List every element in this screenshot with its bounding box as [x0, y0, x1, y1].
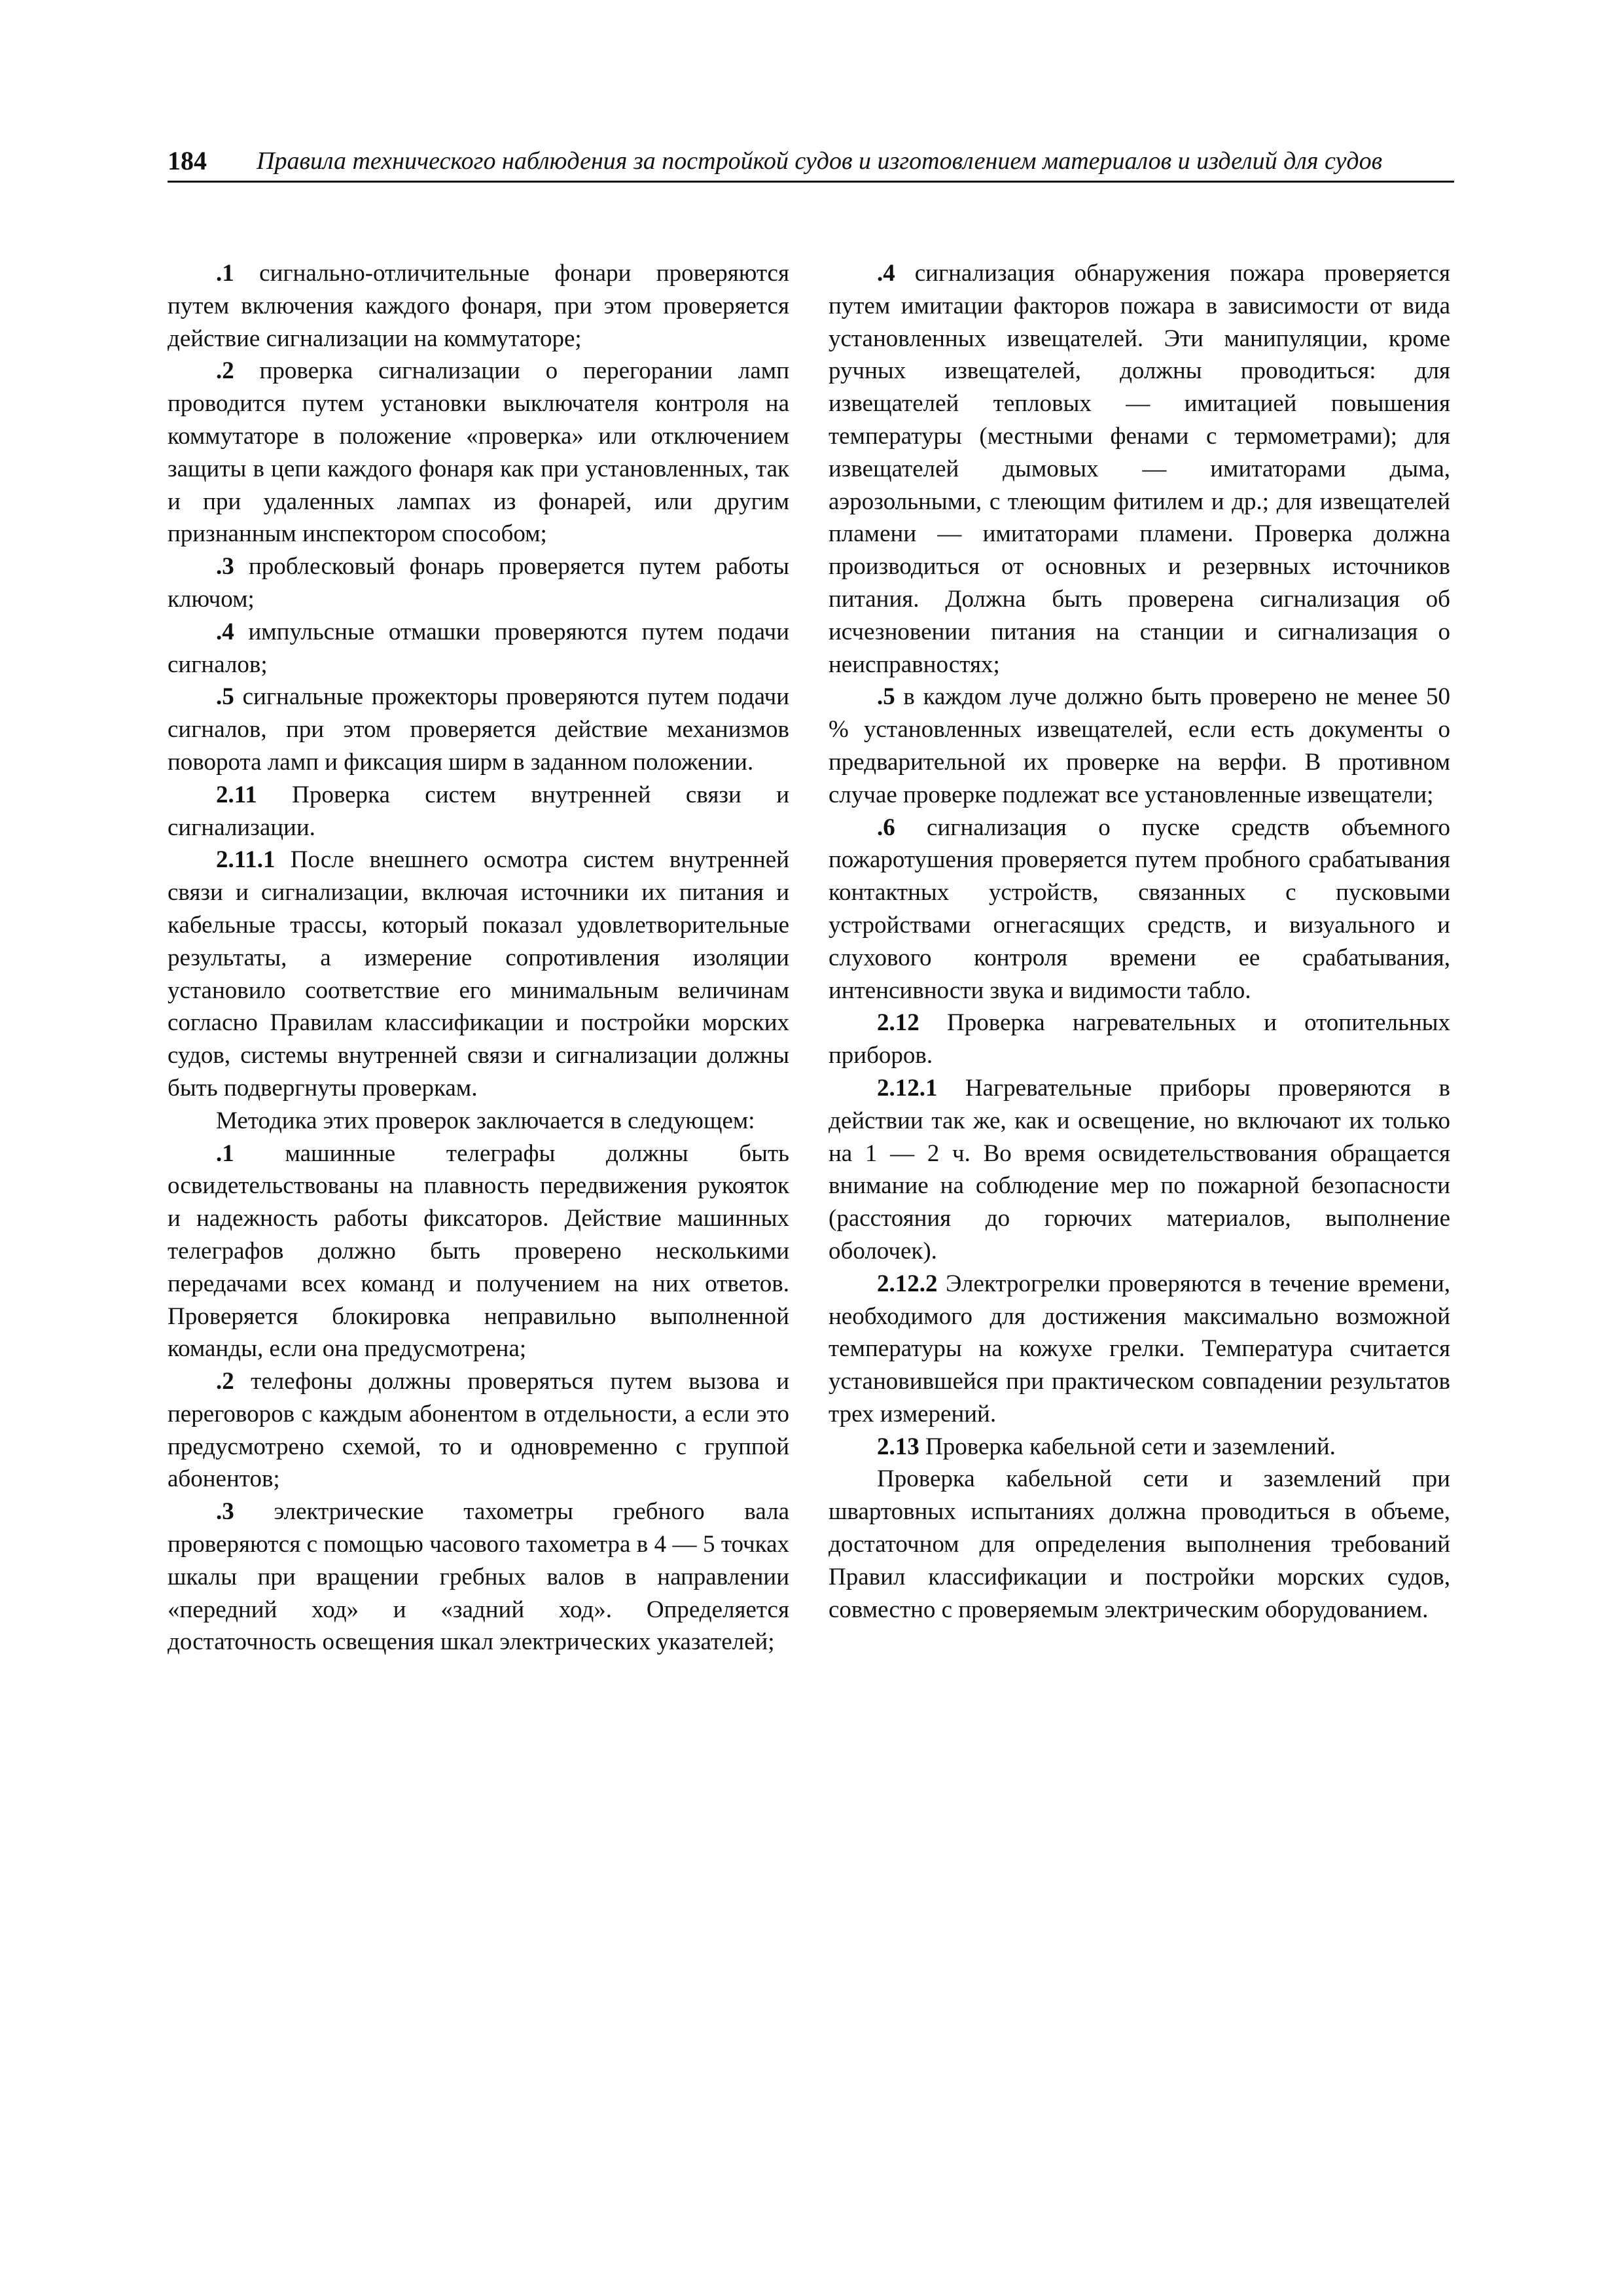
clause-number: .2 [216, 357, 234, 385]
paragraph [829, 1268, 1450, 1431]
paragraph-text: Проверка кабельной сети и заземлений. [919, 1433, 1336, 1460]
page-header [168, 143, 1454, 179]
paragraph-text: в каждом луче должно быть проверено не менее 50 % установленных извещателей, если есть документы о предварительной их проверке на верфи. В противном случае проверке подлежат все установленные извещатели; [829, 683, 1450, 808]
clause-number: 2.11 [216, 781, 257, 808]
paragraph [168, 779, 789, 844]
paragraph [829, 1007, 1450, 1072]
paragraph [168, 681, 789, 778]
paragraph-text: проверка сигнализации о перегорании ламп проводится путем установки выключателя контроля на коммутаторе в положение «проверка» или отключением защиты в цепи каждого фонаря как при установленных, так и при удаленных лампах из фонарей, или другим признанным инспектором способом; [168, 357, 789, 548]
paragraph-text: телефоны должны проверяться путем вызова и переговоров с каждым абонентом в отдельности, а если это предусмотрено схемой, то и одновременно с группой абонентов; [168, 1368, 789, 1493]
right-column [829, 257, 1450, 1626]
paragraph [829, 1431, 1450, 1463]
paragraph-text: сигнальные прожекторы проверяются путем подачи сигналов, при этом проверяется действие механизмов поворота ламп и фиксация ширм в заданном положении. [168, 683, 789, 776]
paragraph [168, 550, 789, 616]
paragraph-text: Проверка кабельной сети и заземлений при швартовных испытаниях должна проводиться в объеме, достаточном для определения выполнения требований Правил классификации и постройки морских судов, совместно с проверяемым электрическим оборудованием. [829, 1465, 1450, 1623]
clause-number: 2.12 [877, 1009, 919, 1037]
paragraph-text: Проверка систем внутренней связи и сигнализации. [168, 781, 789, 841]
paragraph-text: После внешнего осмотра систем внутренней связи и сигнализации, включая источники их питания и кабельные трассы, который показал удовлетворительные результаты, а измерение сопротивления изоляции установило соответствие его минимальным величинам согласно Правилам классификации и постройки морских судов, системы внутренней связи и сигнализации должны быть подвергнуты проверкам. [168, 846, 789, 1102]
paragraph-text: сигнально-отличительные фонари проверяются путем включения каждого фонаря, при этом проверяется действие сигнализации на коммутаторе; [168, 260, 789, 352]
paragraph-text: проблесковый фонарь проверяется путем работы ключом; [168, 553, 789, 613]
paragraph-text: машинные телеграфы должны быть освидетельствованы на плавность передвижения рукояток и надежность работы фиксаторов. Действие машинных телеграфов должно быть проверено несколькими передачами всех команд и получением на них ответов. Проверяется блокировка неправильно выполненной команды, если она предусмотрена; [168, 1139, 789, 1363]
paragraph [168, 616, 789, 681]
running-title: Правила технического наблюдения за постройкой судов и изготовлением материалов и изделий для судов [257, 147, 1383, 175]
paragraph [829, 812, 1450, 1007]
paragraph-text: электрические тахометры гребного вала проверяются с помощью часового тахометра в 4 — 5 точках шкалы при вращении гребных валов в направлении «передний ход» и «задний ход». Определяется достаточность освещения шкал электрических указателей; [168, 1498, 789, 1656]
clause-number: 2.11.1 [216, 846, 276, 874]
paragraph-text: Проверка нагревательных и отопительных приборов. [829, 1009, 1450, 1069]
paragraph-text: Нагревательные приборы проверяются в действии так же, как и освещение, но включают их только на 1 — 2 ч. Во время освидетельствования обращается внимание на соблюдение мер по пожарной безопасности (расстояния до горючих материалов, выполнение оболочек). [829, 1074, 1450, 1265]
paragraph [168, 844, 789, 1104]
clause-number: .1 [216, 1139, 234, 1167]
clause-number: .1 [216, 260, 234, 287]
paragraph-text: Методика этих проверок заключается в следующем: [216, 1107, 755, 1134]
clause-number: 2.12.2 [877, 1270, 938, 1297]
paragraph-text: сигнализация обнаружения пожара проверяется путем имитации факторов пожара в зависимости от вида установленных извещателей. Эти манипуляции, кроме ручных извещателей, должны проводиться: для извещателей тепловых — имитацией повышения температуры (местными фенами с термометрами); для извещателей дымовых — имитаторами дыма, аэрозольными, с тлеющим фитилем и др.; для извещателей пламени — имитаторами пламени. Проверка должна производиться от основных и резервных источников питания. Должна быть проверена сигнализация об исчезновении питания на станции и сигнализация о неисправностях; [829, 260, 1450, 678]
paragraph [168, 1365, 789, 1496]
paragraph-text: Электрогрелки проверяются в течение времени, необходимого для достижения максимально возможной температуры на кожухе грелки. Температура считается установившейся при практическом совпадении результатов трех измерений. [829, 1270, 1450, 1427]
paragraph [168, 355, 789, 550]
clause-number: .3 [216, 553, 234, 581]
clause-number: .5 [216, 683, 234, 711]
page-number: 184 [168, 146, 207, 175]
paragraph [168, 257, 789, 355]
clause-number: .3 [216, 1498, 234, 1526]
clause-number: .6 [877, 814, 895, 841]
paragraph [829, 1463, 1450, 1626]
paragraph [168, 1138, 789, 1366]
clause-number: .5 [877, 683, 895, 711]
left-column [168, 257, 789, 1659]
clause-number: .4 [216, 618, 234, 645]
paragraph-text: импульсные отмашки проверяются путем подачи сигналов; [168, 618, 789, 678]
paragraph [829, 681, 1450, 811]
clause-number: .2 [216, 1368, 234, 1395]
clause-number: 2.12.1 [877, 1074, 938, 1102]
clause-number: 2.13 [877, 1433, 919, 1460]
paragraph [829, 1072, 1450, 1268]
header-rule [168, 181, 1454, 183]
clause-number: .4 [877, 260, 895, 287]
paragraph [168, 1105, 789, 1138]
paragraph [168, 1496, 789, 1659]
paragraph [829, 257, 1450, 681]
paragraph-text: сигнализация о пуске средств объемного пожаротушения проверяется путем пробного срабатывания контактных устройств, связанных с пусковыми устройствами огнегасящих средств, и визуального и слухового контроля времени ее срабатывания, интенсивности звука и видимости табло. [829, 814, 1450, 1004]
